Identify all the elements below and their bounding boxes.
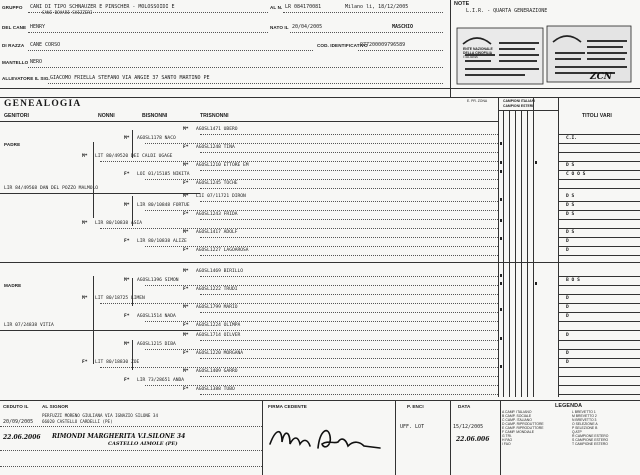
row-entry: AGOSL1222 TRUDI — [196, 287, 238, 292]
row-entry: LIT 80/49520 DEI CALDI UGAGE — [95, 154, 173, 159]
row-sex: M* — [183, 127, 189, 132]
nato-label: NATO IL — [270, 25, 289, 30]
grid-header-zone: E. PR. ZONA — [467, 99, 488, 103]
legend-item: Q ATP — [572, 430, 582, 434]
issue-place-date: Milano li, 18/12/2005 — [345, 4, 409, 10]
titoli-header: TITOLI VARI — [582, 113, 612, 119]
row-entry: AGOSL1248 TINA — [196, 145, 235, 150]
row-entry: AGOSL1799 MARIO — [196, 305, 238, 310]
row-title: C O O S — [566, 172, 586, 177]
legend-item: C CAMP. ITALIANO — [502, 418, 532, 422]
grid-header-est: CAMPIONI ESTERI — [503, 104, 534, 108]
gruppo-value-2: CANI BOVARI SVIZZERI — [42, 10, 93, 15]
row-sex: F* — [183, 387, 189, 392]
row-sex: F* — [183, 248, 189, 253]
row-entry: LIT 80/18830 ZOE — [95, 360, 140, 365]
table-row — [0, 386, 640, 396]
row-sex: M* — [82, 154, 88, 159]
row-sex: M* — [124, 136, 130, 141]
microchip-code: 977200009796589 — [360, 42, 406, 48]
row-title: D — [566, 248, 569, 253]
row-sex: M* — [183, 333, 189, 338]
row-title: D — [566, 351, 569, 356]
legend-right — [572, 410, 608, 446]
row-entry: LIR 73/28651 ANDA — [137, 378, 185, 383]
legenda-title: LEGENDA — [555, 403, 583, 409]
breeder-value: GIACOMO FRIELLA STEFANO VIA ANGIE 37 SANTO MARTINO PE — [50, 75, 210, 81]
row-sex: F* — [183, 351, 189, 356]
row-title: D — [566, 296, 569, 301]
row-title: D — [566, 314, 569, 319]
row-entry: AGOSL1417 ADOLF — [196, 230, 238, 235]
madre-label: MADRE — [4, 283, 22, 288]
row-title: D S — [566, 203, 575, 208]
dog-name: HENRY — [30, 24, 46, 30]
row-title: C.I. — [566, 136, 578, 141]
buyer-line-1: PERFUZZI MORENO GIULIANA VIA IGNAZIO SILONE 34 — [42, 413, 158, 418]
row-sex: F* — [124, 239, 130, 244]
row-title: D — [566, 305, 569, 310]
row-title: D — [566, 239, 569, 244]
row-entry: AGOSL1227 LAGOAROSA — [196, 248, 249, 253]
row-title: D S — [566, 212, 575, 217]
mantello-label: MANTELLO — [2, 60, 29, 65]
issue-date-hand: 22.06.006 — [456, 436, 490, 443]
row-sex: F* — [183, 287, 189, 292]
row-sex: F* — [183, 212, 189, 217]
row-entry: AGOSL1409 GARRO — [196, 369, 238, 374]
data-label: DATA — [458, 404, 471, 409]
row-entry: AGOSL1396 SIMON — [137, 278, 179, 283]
legend-item: L BREVETTO 1 — [572, 410, 596, 414]
ceduto-date: 20/09/2005 — [3, 419, 34, 425]
row-entry: LIR 80/10838 ALIZE — [137, 239, 187, 244]
breed-value: CANE CORSO — [30, 42, 61, 48]
row-sex: M* — [124, 278, 130, 283]
coat-value: NERO — [30, 59, 43, 65]
row-title: D S — [566, 230, 575, 235]
al-n-value: LR 084170081 — [285, 4, 322, 10]
row-title: D — [566, 333, 569, 338]
row-entry: AGOSL1243 FRIDA — [196, 212, 238, 217]
col-bisnonni: BISNONNI — [142, 113, 168, 119]
row-sex: F* — [82, 360, 88, 365]
row-entry: LIR 80/10848 FORTUE — [137, 203, 190, 208]
cod-label: COD. IDENTIFICATIVO — [317, 43, 368, 48]
row-sex: F* — [183, 145, 189, 150]
row-entry: AGOSL1178 NACO — [137, 136, 176, 141]
gruppo-value: CANI DI TIPO SCHNAUZER E PINSCHER - MOLOSSOIDI E — [30, 4, 175, 10]
row-sex: M* — [183, 369, 189, 374]
legend-item: A CAMP. ITALIANO — [502, 410, 532, 414]
firma-label: FIRMA CEDENTE — [268, 404, 307, 409]
legend-item: N BREVETTO 3 — [572, 418, 597, 422]
transfer-owner-hand: RIMONDI MARGHERITA V.I.SILONE 34 — [52, 433, 186, 440]
row-entry: AGOSL1220 MORGANA — [196, 351, 244, 356]
legend-item: R CAMPIONE ESTERO — [572, 434, 609, 438]
row-sex: M* — [183, 230, 189, 235]
col-trisnonni: TRISNONNI — [200, 113, 229, 119]
row-sex: M* — [82, 296, 88, 301]
table-row — [0, 247, 640, 257]
row-sex: M* — [82, 221, 88, 226]
padre-label: PADRE — [4, 142, 21, 147]
row-entry: LIR 80/10838 ASIA — [95, 221, 143, 226]
table-row — [0, 180, 640, 190]
stamp-text-2: DELLA CINOFILIA — [463, 51, 493, 55]
birth-date: 20/04/2005 — [292, 24, 323, 30]
legend-item: G TRI. — [502, 434, 512, 438]
sex-value: MASCHIO — [392, 24, 414, 30]
stamp-text-1: ENTE NAZIONALE — [463, 47, 493, 51]
row-sex: F* — [183, 323, 189, 328]
al-signor-label: AL SIGNOR — [42, 404, 69, 409]
row-sex: F* — [124, 172, 130, 177]
legend-item: H FAO — [502, 438, 513, 442]
uff-lot: UFF. LOT — [400, 424, 425, 430]
legend-item: O SELEZIONE A — [572, 422, 598, 426]
table-row — [0, 322, 640, 332]
legend-item: B CAMP. SOCIALE — [502, 414, 532, 418]
enci-stamps — [455, 22, 633, 88]
dam-registration: LIR 07/24838 VITIA — [4, 323, 54, 328]
row-entry: AGOSL1471 UBERO — [196, 127, 238, 132]
note-signature: ZCN — [590, 72, 612, 82]
row-entry: AGOSL1210 ETTORE EM — [196, 163, 249, 168]
row-entry: LIT 80/18725 LIMEN — [95, 296, 145, 301]
p-enci-label: P. ENCI — [407, 404, 424, 409]
legend-item: E CAMP. RIPRODUTTORE — [502, 426, 544, 430]
row-entry: AGOSL1245 TOCHE — [196, 181, 238, 186]
stamp-text-3: ITALIANA — [463, 55, 478, 59]
issue-date: 15/12/2005 — [453, 424, 484, 430]
col-nonni: NONNI — [98, 113, 115, 119]
note-line: L.I.R. - QUARTA GENERAZIONE — [466, 8, 548, 14]
row-title: B O S — [566, 278, 580, 283]
row-sex: F* — [124, 314, 130, 319]
row-entry: AGOSL1714 OILVER — [196, 333, 241, 338]
row-entry: AGOSL1215 DIBA — [137, 342, 176, 347]
ceduto-label: CEDUTO IL — [3, 404, 29, 409]
razza-label: DI RAZZA — [2, 43, 25, 48]
row-sex: M* — [124, 203, 130, 208]
row-entry: AGOSL1388 TUBO — [196, 387, 235, 392]
legend-item: S CAMPIONE ESTERO — [572, 438, 609, 442]
buyer-line-2: 66020 CASTELLO CARDELLI (PE) — [42, 419, 113, 424]
row-entry: LII 07/11721 DIRON — [196, 194, 246, 199]
col-genitori: GENITORI — [4, 113, 29, 119]
row-title: D S — [566, 194, 575, 199]
row-sex: M* — [183, 194, 189, 199]
row-sex: M* — [183, 305, 189, 310]
gruppo-label: GRUPPO — [2, 5, 23, 10]
genealogy-title: GENEALOGIA — [4, 99, 82, 109]
row-title: D S — [566, 163, 575, 168]
row-entry: AGOSL1514 NADA — [137, 314, 176, 319]
transfer-place-hand: CASTELLO AIMOLE (PE) — [108, 441, 178, 447]
seller-signature — [268, 418, 388, 458]
grid-header-it: CAMPIONI ITALIANI — [503, 99, 535, 103]
row-sex: M* — [124, 342, 130, 347]
transfer-date-hand: 22.06.2006 — [3, 434, 41, 441]
row-title: D — [566, 360, 569, 365]
row-sex: F* — [183, 181, 189, 186]
legend-item: P SELEZIONE B — [572, 426, 598, 430]
al-n-label: AL N. — [270, 5, 283, 10]
legend-item: M BREVETTO 2 — [572, 414, 597, 418]
row-entry: LOI 01/15185 NIKITA — [137, 172, 190, 177]
allevatore-label: ALLEVATORE IL SIG. — [2, 76, 50, 81]
note-title: NOTE — [454, 1, 470, 7]
row-sex: M* — [183, 269, 189, 274]
row-entry: AGOSL1224 OLIMPA — [196, 323, 241, 328]
sire-registration: LIR 84/49568 DAN DEL POZZO MALMOLO — [4, 186, 99, 191]
row-sex: F* — [124, 378, 130, 383]
row-entry: AGOSL1469 BIRILLO — [196, 269, 244, 274]
legend-item: D CAMP. RIPRODUTTORE — [502, 422, 544, 426]
row-sex: M* — [183, 163, 189, 168]
legend-item: T CAMPIONE ESTERO — [572, 442, 608, 446]
legend-item: I FAO — [502, 442, 511, 446]
legend-left — [502, 410, 544, 446]
del-cane-label: DEL CANE — [2, 25, 27, 30]
legend-item: F CAMP. MONDIALE — [502, 430, 534, 434]
